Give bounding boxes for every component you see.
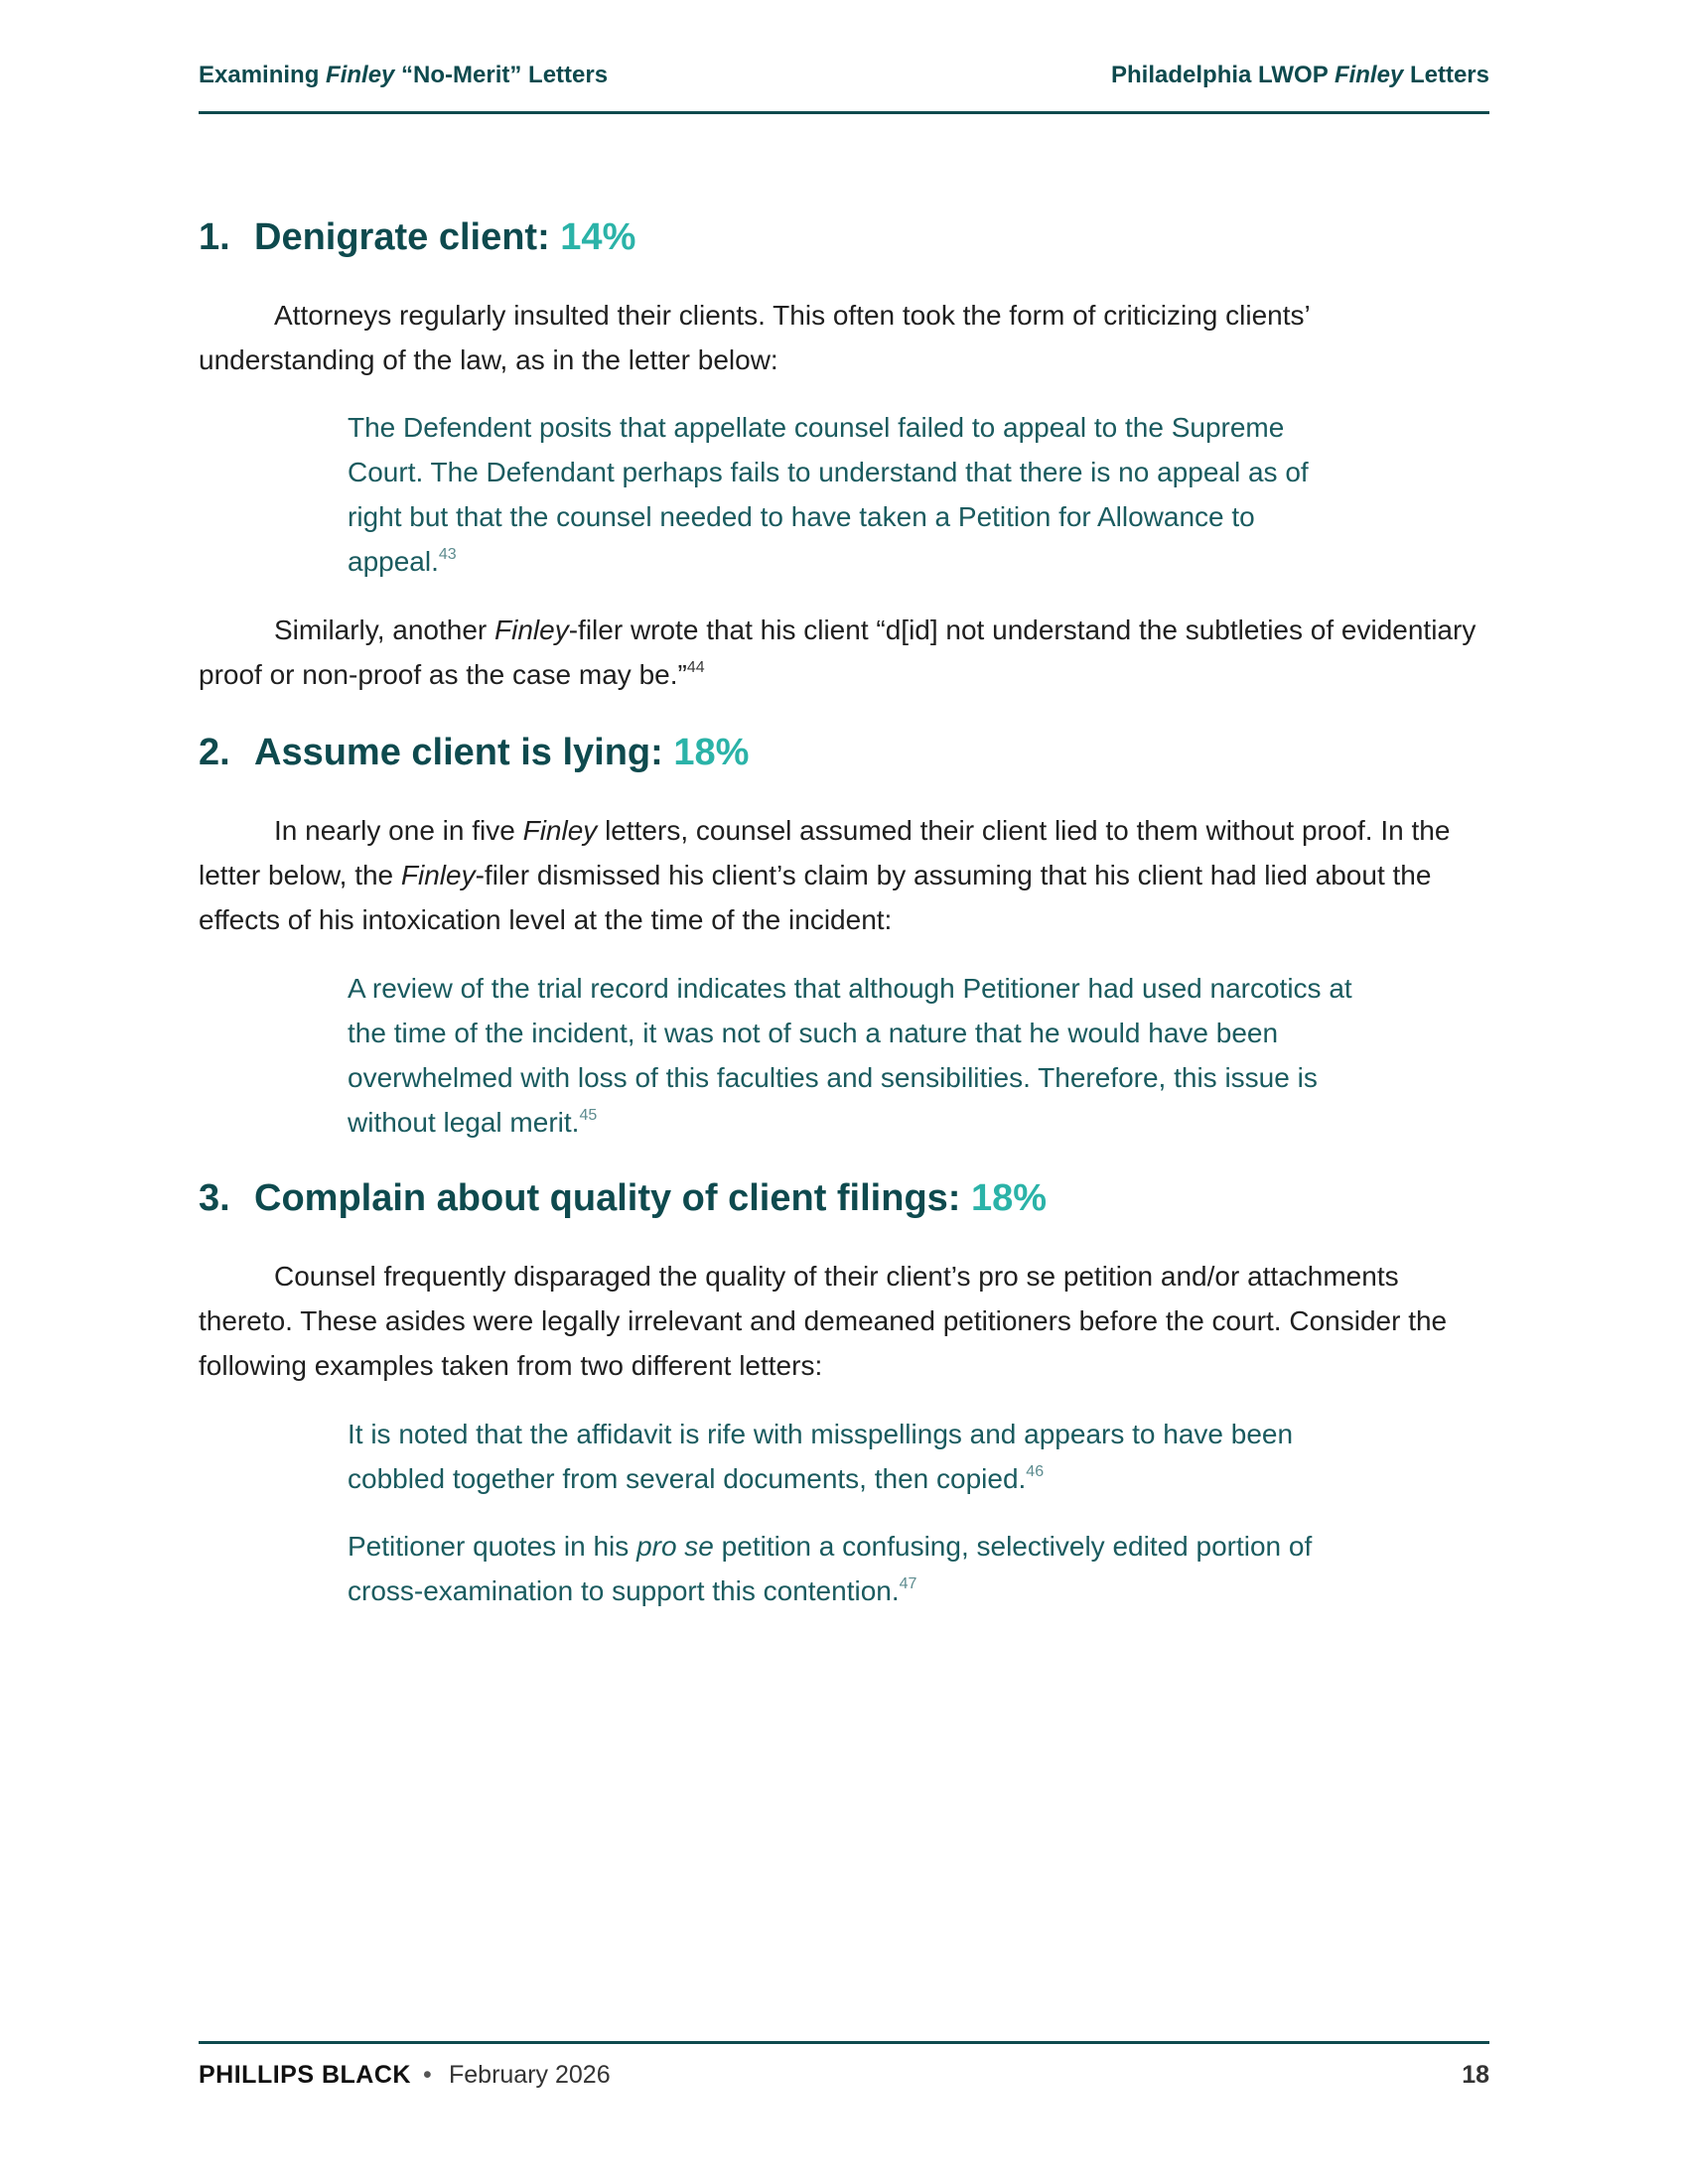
- header-right-text-end: Letters: [1403, 62, 1489, 88]
- section-2-quote: [348, 966, 1360, 1145]
- section-2-title: Assume client is lying:: [254, 732, 674, 773]
- section-1-followup-text-end: -filer wrote that his client “d[id] not understand the subtleties of evidentiary proof or non-proof as the case may be.”: [199, 614, 1477, 690]
- header-left-title: [199, 62, 608, 89]
- section-2-percent: 18%: [673, 732, 750, 773]
- section-3-paragraph: [199, 1254, 1489, 1388]
- footnote-ref-43[interactable]: 43: [438, 545, 457, 563]
- section-3-paragraph-text: Counsel frequently disparaged the quality of their client’s pro se petition and/or attachments thereto. These asides were legally irrelevant and demeaned petitioners before the court. Consider the following examples taken from two different letters:: [199, 1261, 1448, 1381]
- section-2-italic-b: Finley: [400, 860, 476, 890]
- header-right-title: [1111, 62, 1489, 89]
- section-3-quote-1: [348, 1412, 1360, 1501]
- footer-organization: PHILLIPS BLACK: [199, 2061, 411, 2089]
- footnote-ref-47[interactable]: 47: [899, 1574, 917, 1592]
- header-left-italic: Finley: [326, 62, 395, 88]
- running-footer: [199, 2061, 1489, 2101]
- footer-divider: [199, 2041, 1489, 2044]
- section-1-number: 1.: [199, 216, 230, 258]
- section-2-text-a: In nearly one in five: [274, 815, 523, 846]
- header-divider: [199, 111, 1489, 114]
- section-2-number: 2.: [199, 732, 230, 773]
- section-2-quote-text: A review of the trial record indicates that although Petitioner had used narcotics at the time of the incident, it was not of such a nature that he would have been overwhelmed with loss of this faculties and sensibilities. Therefore, this issue is without legal merit.: [348, 973, 1352, 1138]
- header-left-text-end: “No-Merit” Letters: [394, 62, 609, 88]
- section-1-paragraph-text: Attorneys regularly insulted their clients. This often took the form of criticizing clients’ understanding of the law, as in the letter below:: [199, 300, 1310, 375]
- section-3-percent: 18%: [971, 1177, 1048, 1219]
- section-3-quote-2-text: Petitioner quotes in his: [348, 1531, 637, 1562]
- header-right-text: Philadelphia LWOP: [1111, 62, 1335, 88]
- footnote-ref-44[interactable]: 44: [686, 658, 705, 676]
- section-1-followup-text: Similarly, another: [274, 614, 495, 645]
- header-left-text: Examining: [199, 62, 327, 88]
- page-number: 18: [1462, 2061, 1489, 2089]
- section-1-title: Denigrate client:: [254, 216, 561, 258]
- section-2-heading: [199, 732, 749, 774]
- section-1-quote-text: The Defendent posits that appellate counsel failed to appeal to the Supreme Court. The Defendant perhaps fails to understand that there is no appeal as of right but that the counsel needed to have taken a Petition for Allowance to appeal.: [348, 412, 1309, 577]
- running-header: [199, 62, 1489, 97]
- section-3-quote-2: [348, 1524, 1360, 1613]
- section-3-quote-1-text: It is noted that the affidavit is rife with misspellings and appears to have been cobbled together from several documents, then copied.: [348, 1419, 1294, 1494]
- section-3-quote-2-text-end: petition a confusing, selectively edited portion of cross-examination to support this contention.: [348, 1531, 1313, 1606]
- section-1-paragraph: [199, 293, 1489, 382]
- footer-date: February 2026: [449, 2061, 611, 2089]
- section-3-heading: [199, 1177, 1047, 1220]
- section-2-text-b: letters, counsel assumed their client lied to them without proof. In the letter below, the: [199, 815, 1451, 890]
- footnote-ref-46[interactable]: 46: [1026, 1462, 1045, 1480]
- section-2-paragraph: [199, 808, 1489, 942]
- section-3-quote-2-italic: pro se: [636, 1531, 714, 1562]
- section-1-percent: 14%: [560, 216, 636, 258]
- section-1-quote: [348, 405, 1360, 584]
- section-1-heading: [199, 216, 635, 259]
- footnote-ref-45[interactable]: 45: [579, 1106, 598, 1124]
- section-3-title: Complain about quality of client filings:: [254, 1177, 971, 1219]
- section-1-followup-paragraph: [199, 608, 1489, 697]
- header-right-italic: Finley: [1334, 62, 1404, 88]
- section-2-italic-a: Finley: [522, 815, 598, 846]
- section-2-text-c: -filer dismissed his client’s claim by assuming that his client had lied about the effects of his intoxication level at the time of the incident:: [199, 860, 1432, 935]
- section-1-followup-italic: Finley: [494, 614, 569, 645]
- section-3-number: 3.: [199, 1177, 230, 1219]
- footer-bullet-separator: •: [423, 2061, 432, 2089]
